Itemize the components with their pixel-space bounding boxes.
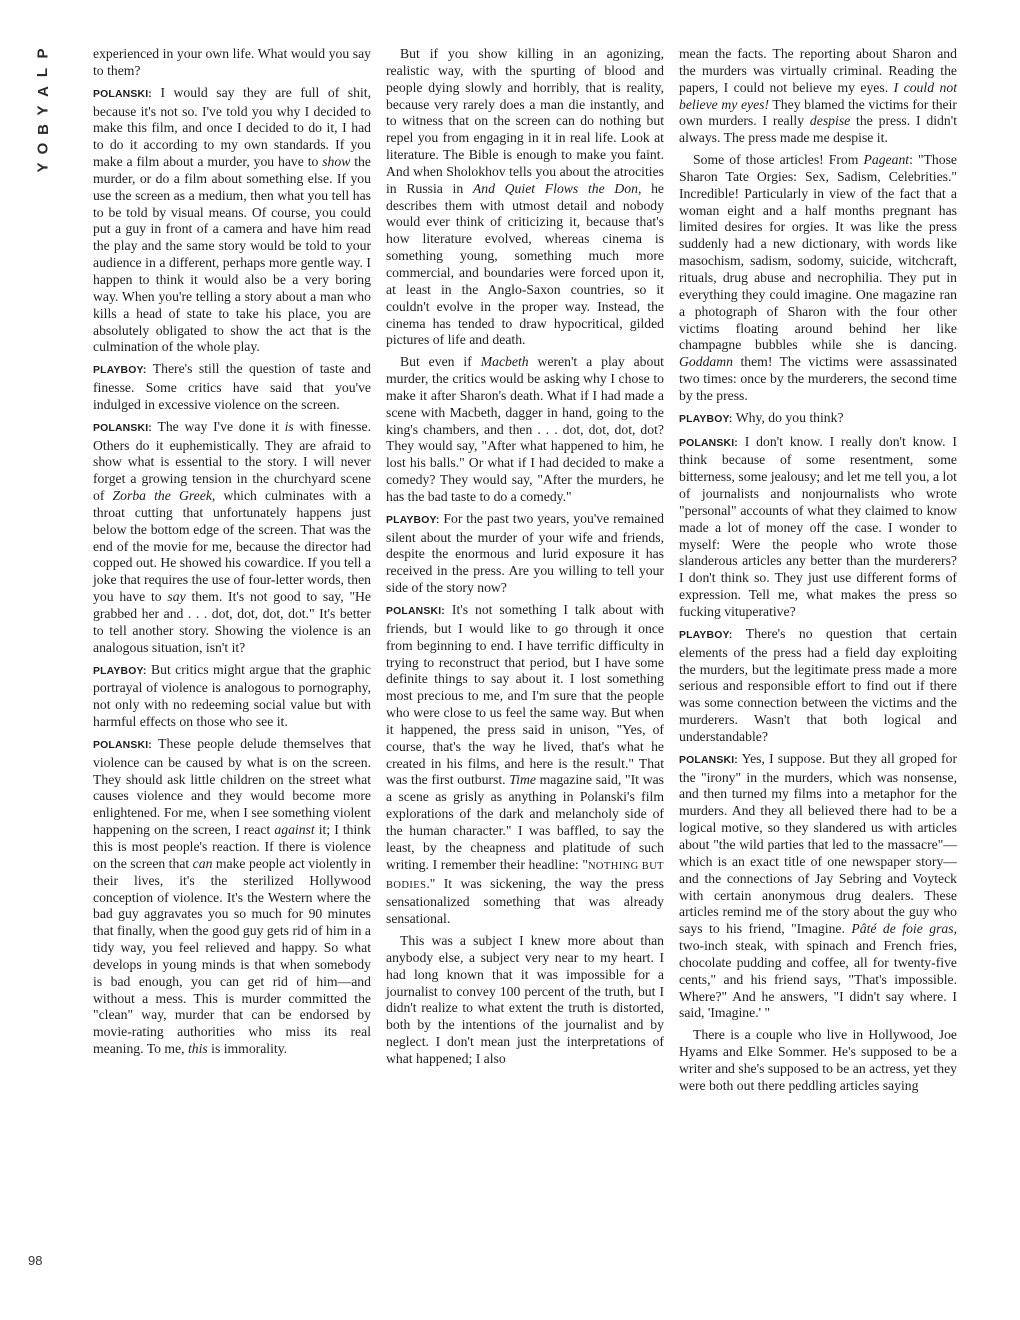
text: mean the facts. The reporting about Sharon and the murders was virtually criminal. Reading the papers, I could not believe my eyes.	[679, 46, 957, 95]
paragraph	[93, 736, 371, 1058]
text: them. It's not good to say, "He grabbed her and . . . dot, dot, dot, dot." It's better to tell another story. Showing the violence is an analogous situation, isn't it?	[93, 589, 371, 655]
article-column-1	[93, 46, 371, 1063]
speaker-label: PLAYBOY:	[386, 514, 440, 526]
page-number: 98	[28, 1253, 43, 1268]
speaker-label: POLANSKI:	[679, 437, 738, 449]
italic-text: Time	[509, 772, 536, 788]
text: it; I think this is most people's reaction. If there is violence on the screen that	[93, 822, 371, 871]
text: is immorality.	[207, 1041, 288, 1057]
text: make people act violently in their lives, it's the sterilized Hollywood conception of violence. It's the Western where the bad guy aggravates you so much for 90 minutes that finally, when the good guy gets rid of him in a tidy way, you feel relieved and happy. So what develops in young minds is that when somebody is bad enough, you can get rid of him—and without a mess. This is murder committed the "clean" way, murder that can be endorsed by movie-rating authorities who miss its real meaning. To me,	[93, 855, 372, 1057]
paragraph	[93, 46, 371, 80]
text: them! The victims were assassinated two times: once by the murderers, the second time by the press.	[679, 354, 957, 403]
speaker-label: POLANSKI:	[93, 739, 152, 751]
text: There's no question that certain elements of the press had a field day exploiting the murders, but the legitimate press made a more serious and responsible effort to find out if there was some connection between the victims and the murderers. Wasn't that both logical and understandable?	[679, 625, 957, 744]
italic-text: is	[284, 418, 294, 434]
text: weren't a play about murder, the critics would be asking why I chose to make it after Sharon's death. What if I had made a scene with Macbeth, dagger in hand, going to the king's chambers, and then . . . dot, dot, dot, dot? They would say, "After what happened to him, he lost his balls." Or what if I had decided to make a comedy? They would say, "After the murders, he has the bad taste to do a comedy."	[386, 354, 664, 504]
paragraph	[386, 511, 664, 597]
text: They blamed the victims for their own murders. I really	[679, 96, 957, 129]
paragraph	[93, 419, 371, 657]
text: These people delude themselves that violence can be caused by what is on the screen. They should ask little children on the street what causes violence and they would become more enlightened. For me, when I see something violent happening on the screen, I react	[93, 735, 371, 838]
paragraph	[93, 85, 371, 357]
paragraph	[679, 410, 957, 429]
text: The way I've done it	[151, 418, 285, 434]
paragraph	[679, 152, 957, 405]
text: Why, do you think?	[732, 409, 844, 425]
italic-text: Goddamn	[679, 354, 733, 370]
italic-text: Pâté de foie gras,	[851, 921, 957, 937]
text: he describes them with utmost detail and nobody would ever think of criticizing it, because that's how literature evolved, whereas cinema is something young, something much more commercial, and boundaries were forced upon it, at least in the Anglo-Saxon countries, so it couldn't evolve in the proper way. Instead, the cinema has tended to draw hypocritical, gilded pictures of life and death.	[386, 180, 664, 348]
sidebar-letter: O	[34, 142, 52, 155]
text: It's not something I talk about with friends, but I would like to go through it once from beginning to end. I have terrific difficulty in trying to reconstruct that period, but I have some definite things to say about it. I lost something most precious to me, and I'm sure that the people who were close to us feel the same way. But when it happened, the press said in unison, "Yes, of course, that's the way he lived, that's what he created in his films, and here is the result." That was the first outburst.	[386, 602, 664, 788]
paragraph	[386, 46, 664, 349]
sidebar-letter: P	[34, 48, 52, 59]
paragraph	[386, 602, 664, 928]
paragraph	[679, 1027, 957, 1094]
italic-text: Pageant	[863, 152, 910, 168]
magazine-sidebar-logo	[28, 44, 58, 177]
text: the press. I didn't always. The press made me despise it.	[679, 113, 958, 146]
paragraph	[679, 46, 957, 147]
sidebar-letter: L	[34, 67, 52, 78]
text: I don't know. I really don't know. I think because of some resentment, some bitterness, some jealousy; and let me tell you, a lot of journalists and nonjournalists who wrote "personal" accounts of what they claimed to know made a lot of money off the case. I wonder to myself: Were the people who wrote those slanderous articles any better than the murderers? I don't think so. They just use different forms of expression. Tell me, what makes the press so fucking vituperative?	[679, 433, 957, 619]
speaker-label: POLANSKI:	[679, 754, 738, 766]
paragraph	[93, 361, 371, 414]
text: There's still the question of taste and finesse. Some critics have said that you've indulged in excessive violence on the screen.	[93, 361, 371, 412]
text: For the past two years, you've remained silent about the murder of your wife and friends, despite the enormous and lurid exposure it has received in the press. Are you willing to tell your side of the story now?	[386, 510, 664, 596]
paragraph	[93, 662, 371, 731]
speaker-label: POLANSKI:	[386, 606, 445, 617]
text: But even if	[400, 354, 481, 370]
italic-text: And Quiet Flows the Don,	[472, 180, 642, 196]
italic-text: show	[322, 154, 351, 170]
text: But critics might argue that the graphic portrayal of violence is analogous to pornography, not only with no redeeming social value but with harmful effects on those who see it.	[93, 661, 371, 730]
italic-text: despise	[809, 113, 851, 129]
text: the murder, or do a film about something else. If you use the screen as a medium, then what you tell has to be told by visual means. Of course, you could put a guy in front of a camera and have him read the play and the same story would be told to your audience in a different, perhaps more gentle way. I happen to think it would also be a very boring way. When you're telling a story about a man who kills a head of state to take his place, you are absolutely obligated to show the act that is the culmination of the whole play.	[93, 154, 371, 355]
italic-text: against	[274, 822, 315, 838]
speaker-label: PLAYBOY:	[93, 365, 147, 377]
text: This was a subject I knew more about than anybody else, a subject very near to my heart. I had long known that it was impossible for a journalist to convey 100 percent of the truth, but I didn't realize to what extent the truth is distorted, both by the intentions of the journalist and by neglect. I don't mean just the interpretations of what happened; I also	[386, 933, 664, 1066]
speaker-label: POLANSKI:	[93, 422, 152, 434]
article-column-2	[386, 46, 664, 1073]
italic-text: can	[192, 855, 213, 871]
italic-text: Macbeth	[480, 354, 529, 370]
italic-text: I could not believe my eyes!	[679, 79, 957, 112]
speaker-label: PLAYBOY:	[93, 665, 147, 677]
text: two-inch steak, with spinach and French fries, chocolate pudding and coffee, all for twenty-five cents," and his friend says, "That's impossible. Where?" And he answers, "I didn't say where. I said, 'Imagine.' "	[679, 938, 957, 1021]
text: : "Those Sharon Tate Orgies: Sex, Sadism, Celebrities." Incredible! Particularly in view of the fact that a woman eight and a half months pregnant has limited desires for orgies. It was like the press suddenly had a new dictionary, with words like masochism, sadism, sodomy, suicide, witchcraft, rituals, drug abuse and necrophilia. They put in everything they could imagine. One magazine ran a photograph of Sharon with the four other victims floating around behind her like champagne bubbles while she is dancing.	[679, 152, 958, 353]
sidebar-letter: B	[34, 124, 52, 135]
text: magazine said, "It was a scene as grisly as anything in Polanski's film explorations of the dark and melancholy side of the human character." I was baffled, to say the least, by the cheapness and platitude of such writing. I remember their headline: "	[386, 772, 664, 872]
text: But if you show killing in an agonizing, realistic way, with the spurting of blood and people dying slowly and horribly, that is reality, because very rarely does a man die instantly, and to witness that on the screen can do nothing but repel you from engaging in it in real life. Look at literature. The Bible is enough to make you faint. And when Sholokhov tells you about the atrocities in Russia in	[386, 46, 664, 196]
speaker-label: PLAYBOY:	[679, 413, 733, 425]
speaker-label: POLANSKI:	[93, 88, 152, 100]
text: with finesse. Others do it euphemistically. They are afraid to show what is essential to the story. I will never forget a growing tension in the churchyard scene of	[93, 418, 372, 504]
italic-text: say	[167, 589, 186, 605]
sidebar-letter: Y	[34, 105, 52, 116]
text: I would say they are full of shit, because it's not so. I've told you why I decided to make this film, and once I decided to do it, I had to do it according to my own standards. If you make a film about a murder, you have to	[93, 84, 371, 170]
sidebar-letter: Y	[34, 162, 52, 173]
paragraph	[386, 933, 664, 1068]
paragraph	[386, 354, 664, 506]
italic-text: Zorba the Greek,	[112, 488, 216, 504]
speaker-label: PLAYBOY:	[679, 629, 733, 641]
paragraph	[679, 434, 957, 621]
text: Yes, I suppose. But they all groped for the "irony" in the murders, which was nonsense, and then turned my films into a metaphor for the murders. And they all believed there had to be a logical motive, so they slandered us with articles about "the wild parties that led to the massacre"—which is an exact title of one newspaper story—and the connections of Jay Sebring and Voyteck with certain anonymous drug dealers. These articles remind me of the story about the guy who says to his friend, "Imagine.	[679, 750, 957, 937]
paragraph	[679, 626, 957, 746]
article-column-3	[679, 46, 957, 1100]
text: which culminates with a throat cutting that unfortunately happens just below the bottom edge of the screen. That was the end of the movie for me, because the director had copped out. He showed his cowardice. If you tell a joke that requires the use of four-letter words, then you have to	[93, 488, 371, 605]
italic-text: this	[187, 1041, 208, 1057]
text: experienced in your own life. What would you say to them?	[93, 46, 371, 78]
text: There is a couple who live in Hollywood, Joe Hyams and Elke Sommer. He's supposed to be a writer and she's supposed to be an actress, yet they were both out there peddling articles saying	[679, 1027, 957, 1093]
sidebar-letter: A	[34, 86, 52, 97]
text: ." It was sickening, the way the press sensationalized something that was already sensational.	[386, 875, 664, 927]
text: Some of those articles! From	[693, 152, 864, 168]
small-caps-headline: NOTHING BUT BODIES	[386, 860, 664, 891]
paragraph	[679, 751, 957, 1023]
